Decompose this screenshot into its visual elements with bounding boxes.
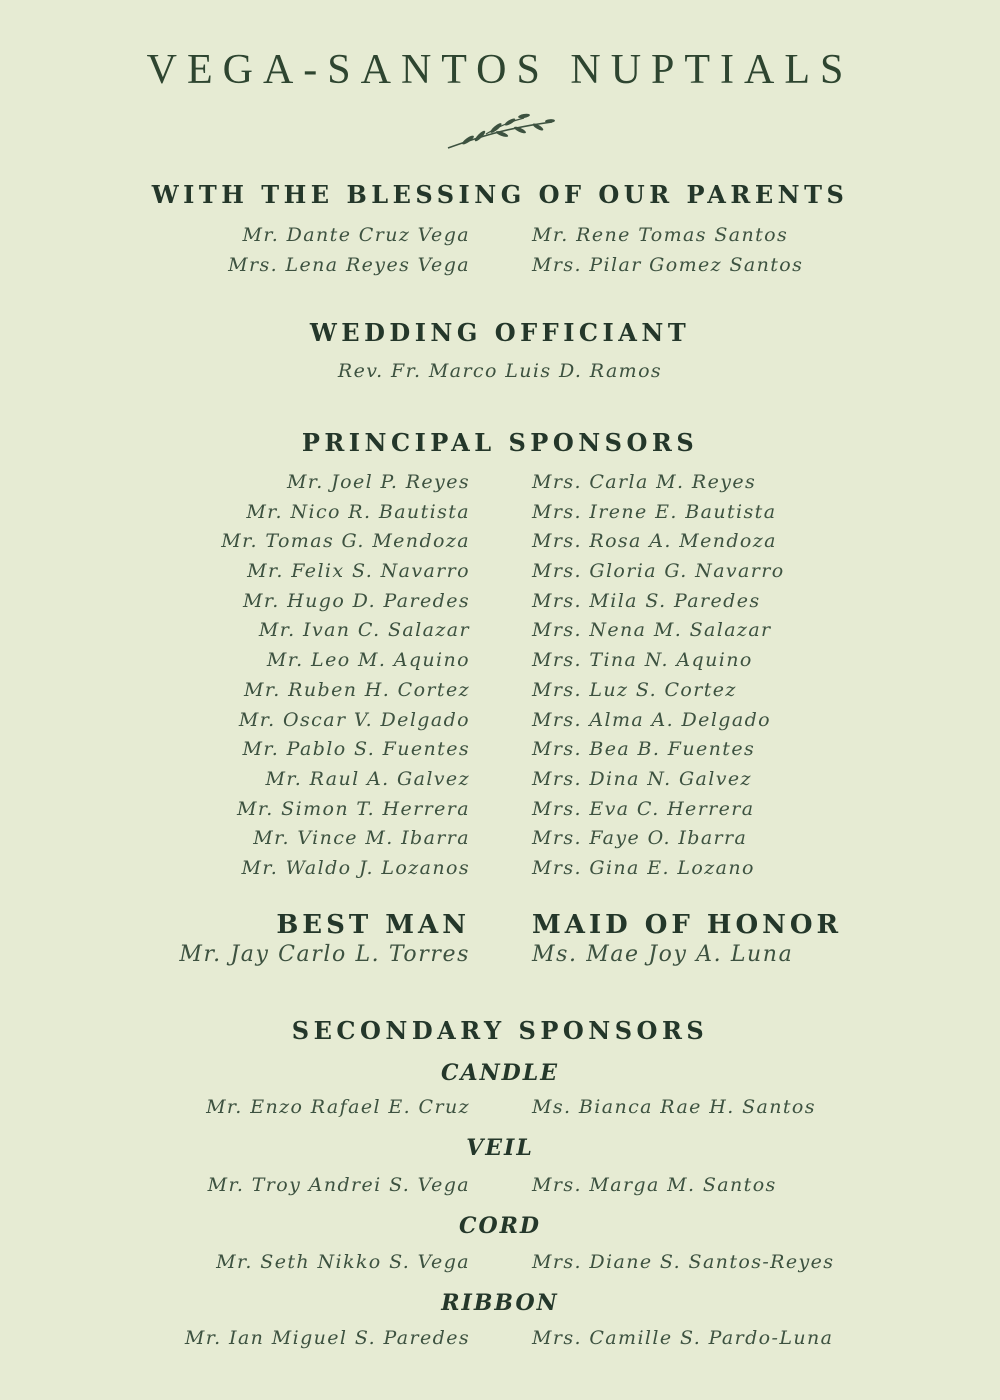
- maid-of-honor-name: Ms. Mae Joy A. Luna: [532, 942, 794, 967]
- principal-sponsor-man: Mr. Pablo S. Fuentes: [242, 738, 470, 761]
- principal-sponsor-man: Mr. Waldo J. Lozanos: [241, 856, 470, 879]
- parents-bride-side: [532, 221, 803, 280]
- principal-sponsor-man: Mr. Vince M. Ibarra: [253, 827, 470, 850]
- candle-heading: CANDLE: [440, 1060, 559, 1086]
- principal-sponsor-man: Mr. Raul A. Galvez: [265, 767, 470, 790]
- maid-of-honor-heading: MAID OF HONOR: [532, 910, 843, 940]
- veil-sponsor-left: Mr. Troy Andrei S. Vega: [207, 1174, 470, 1196]
- page-title: VEGA-SANTOS NUPTIALS: [146, 47, 854, 93]
- parents-heading: WITH THE BLESSING OF OUR PARENTS: [151, 180, 849, 209]
- maid-of-honor-block: [532, 910, 842, 967]
- principal-sponsors-men: [221, 468, 470, 884]
- officiant-heading: WEDDING OFFICIANT: [309, 318, 691, 347]
- principal-sponsor-woman: Mrs. Gina E. Lozano: [532, 856, 755, 879]
- principal-sponsor-woman: Mrs. Carla M. Reyes: [532, 471, 757, 493]
- principal-sponsor-woman: Mrs. Faye O. Ibarra: [532, 827, 748, 850]
- parent-name: Mrs. Pilar Gomez Santos: [532, 253, 804, 276]
- principal-sponsor-woman: Mrs. Tina N. Aquino: [532, 649, 753, 672]
- principal-sponsor-woman: Mrs. Dina N. Galvez: [532, 767, 752, 790]
- parent-name: Mr. Dante Cruz Vega: [242, 224, 470, 246]
- principal-sponsor-woman: Mrs. Bea B. Fuentes: [532, 738, 756, 761]
- veil-heading: VEIL: [466, 1135, 534, 1161]
- principal-sponsor-woman: Mrs. Eva C. Herrera: [532, 797, 755, 820]
- leafy-branch-icon: [446, 110, 556, 152]
- parents-groom-side: [228, 221, 470, 280]
- principal-sponsor-woman: Mrs. Nena M. Salazar: [532, 619, 772, 642]
- candle-sponsor-left: Mr. Enzo Rafael E. Cruz: [206, 1096, 470, 1118]
- principal-sponsor-man: Mr. Leo M. Aquino: [266, 649, 470, 672]
- parent-name: Mr. Rene Tomas Santos: [532, 224, 789, 246]
- cord-sponsor-left: Mr. Seth Nikko S. Vega: [216, 1251, 470, 1273]
- principal-sponsor-man: Mr. Simon T. Herrera: [237, 797, 470, 820]
- principal-sponsor-woman: Mrs. Irene E. Bautista: [532, 500, 777, 523]
- candle-sponsor-right: Ms. Bianca Rae H. Santos: [532, 1096, 816, 1118]
- principal-sponsor-man: Mr. Hugo D. Paredes: [243, 589, 470, 612]
- cord-heading: CORD: [458, 1213, 542, 1239]
- principal-sponsor-woman: Mrs. Alma A. Delgado: [532, 708, 771, 731]
- principal-sponsor-woman: Mrs. Rosa A. Mendoza: [532, 530, 777, 553]
- parent-name: Mrs. Lena Reyes Vega: [228, 253, 470, 276]
- principal-sponsor-man: Mr. Nico R. Bautista: [246, 500, 470, 523]
- officiant-name: Rev. Fr. Marco Luis D. Ramos: [337, 360, 663, 382]
- principal-sponsor-man: Mr. Ivan C. Salazar: [258, 619, 470, 642]
- best-man-heading: BEST MAN: [276, 910, 470, 940]
- ribbon-sponsor-right: Mrs. Camille S. Pardo-Luna: [532, 1327, 834, 1349]
- ribbon-sponsor-left: Mr. Ian Miguel S. Paredes: [184, 1327, 470, 1349]
- cord-sponsor-right: Mrs. Diane S. Santos-Reyes: [532, 1251, 835, 1273]
- principal-sponsor-woman: Mrs. Luz S. Cortez: [532, 678, 737, 701]
- veil-sponsor-right: Mrs. Marga M. Santos: [532, 1174, 777, 1196]
- principal-sponsors-heading: PRINCIPAL SPONSORS: [301, 428, 699, 457]
- secondary-sponsors-heading: SECONDARY SPONSORS: [291, 1016, 709, 1045]
- principal-sponsor-man: Mr. Oscar V. Delgado: [238, 708, 470, 731]
- best-man-name: Mr. Jay Carlo L. Torres: [179, 942, 470, 967]
- principal-sponsor-man: Mr. Joel P. Reyes: [286, 471, 470, 493]
- principal-sponsor-man: Mr. Felix S. Navarro: [247, 560, 470, 583]
- principal-sponsor-woman: Mrs. Gloria G. Navarro: [532, 560, 785, 583]
- ribbon-heading: RIBBON: [441, 1290, 559, 1316]
- best-man-block: [179, 910, 470, 967]
- principal-sponsor-woman: Mrs. Mila S. Paredes: [532, 589, 761, 612]
- principal-sponsors-women: [532, 468, 785, 884]
- principal-sponsor-man: Mr. Tomas G. Mendoza: [221, 530, 470, 553]
- principal-sponsor-man: Mr. Ruben H. Cortez: [244, 678, 470, 701]
